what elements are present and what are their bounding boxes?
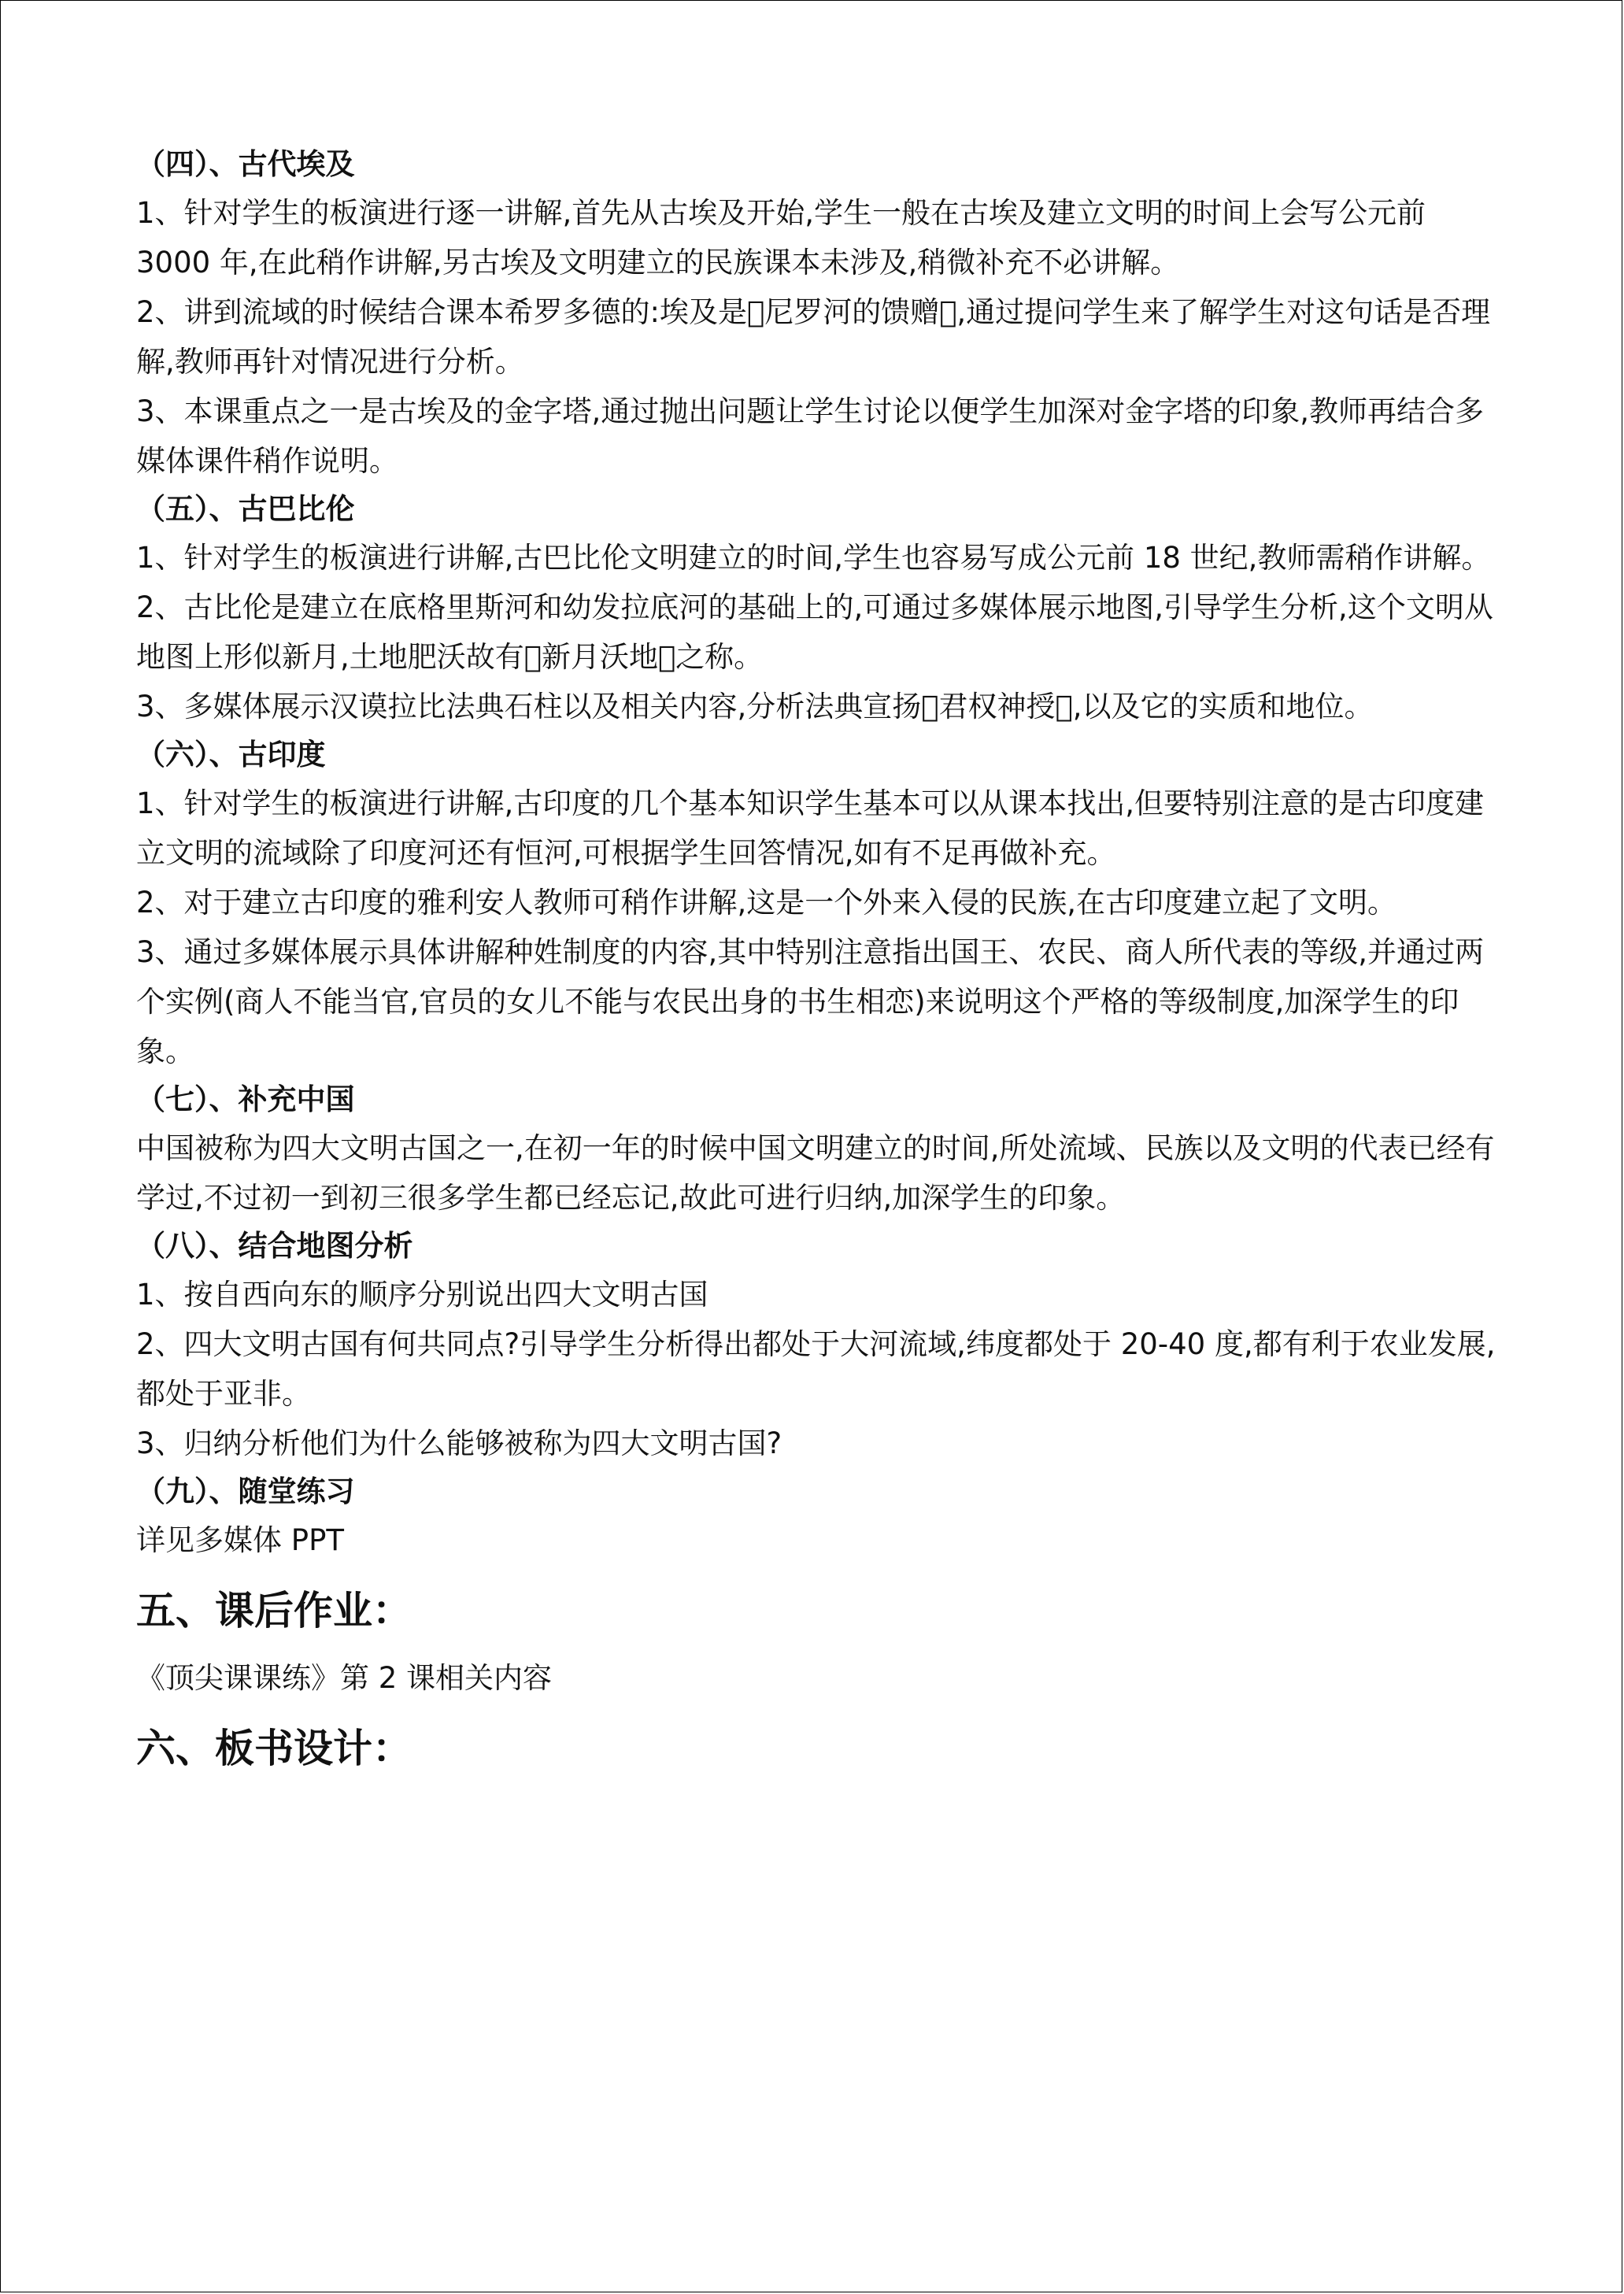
- section-heading: （四）、古代埃及: [136, 147, 355, 181]
- homework-heading: 五、课后作业：: [136, 1587, 412, 1634]
- paragraph: 中国被称为四大文明古国之一,在初一年的时候中国文明建立的时间,所处流域、民族以及文明的代表已经有学过,不过初一到初三很多学生都已经忘记,故此可进行归纳,加深学生的印象。: [136, 1131, 1495, 1215]
- paragraph: 3、本课重点之一是古埃及的金字塔,通过抛出问题让学生讨论以便学生加深对金字塔的印象,教师再结合多媒体课件稍作说明。: [136, 394, 1485, 478]
- section-heading: （七）、补充中国: [136, 1082, 355, 1116]
- section-heading: （五）、古巴比伦: [136, 492, 355, 526]
- paragraph: 1、针对学生的板演进行讲解,古巴比伦文明建立的时间,学生也容易写成公元前 18 世纪,教师需稍作讲解。: [136, 541, 1491, 575]
- paragraph: 1、按自西向东的顺序分别说出四大文明古国: [136, 1278, 708, 1312]
- section-egypt: [136, 141, 1498, 486]
- page-content: [136, 141, 1498, 1778]
- section-china: [136, 1076, 1498, 1223]
- paragraph: 1、针对学生的板演进行讲解,古印度的几个基本知识学生基本可以从课本找出,但要特别注意的是古印度建立文明的流域除了印度河还有恒河,可根据学生回答情况,如有不足再做补充。: [136, 786, 1485, 870]
- section-heading: （九）、随堂练习: [136, 1474, 355, 1508]
- paragraph: 3、多媒体展示汉谟拉比法典石柱以及相关内容,分析法典宣扬 君权神授 ,以及它的实质和地位。: [136, 690, 1374, 723]
- homework-text: 《顶尖课课练》第 2 课相关内容: [136, 1661, 553, 1695]
- paragraph: 2、四大文明古国有何共同点?引导学生分析得出都处于大河流域,纬度都处于 20-40 度,都有利于农业发展,都处于亚非。: [136, 1327, 1496, 1411]
- paragraph: 1、针对学生的板演进行逐一讲解,首先从古埃及开始,学生一般在古埃及建立文明的时间上会写公元前 3000 年,在此稍作讲解,另古埃及文明建立的民族课本未涉及,稍微补充不必讲解。: [136, 196, 1426, 279]
- section-heading: （八）、结合地图分析: [136, 1229, 413, 1263]
- paragraph: 2、古比伦是建立在底格里斯河和幼发拉底河的基础上的,可通过多媒体展示地图,引导学生分析,这个文明从地图上形似新月,土地肥沃故有 新月沃地 之称。: [136, 590, 1493, 674]
- section-map-analysis: [136, 1223, 1498, 1468]
- paragraph: 3、通过多媒体展示具体讲解种姓制度的内容,其中特别注意指出国王、农民、商人所代表的等级,并通过两个实例(商人不能当官,官员的女儿不能与农民出身的书生相恋)来说明这个严格的等级制度,加深学生的印象。: [136, 935, 1485, 1068]
- section-practice: [136, 1468, 1498, 1565]
- section-india: [136, 731, 1498, 1076]
- board-design-heading: 六、板书设计：: [136, 1725, 412, 1771]
- paragraph: 2、讲到流域的时候结合课本希罗多德的:埃及是 尼罗河的馈赠 ,通过提问学生来了解学生对这句话是否理解,教师再针对情况进行分析。: [136, 295, 1491, 379]
- paragraph: 3、归纳分析他们为什么能够被称为四大文明古国?: [136, 1426, 782, 1460]
- section-babylon: [136, 486, 1498, 731]
- paragraph: 详见多媒体 PPT: [136, 1523, 344, 1557]
- section-heading: （六）、古印度: [136, 738, 326, 771]
- paragraph: 2、对于建立古印度的雅利安人教师可稍作讲解,这是一个外来入侵的民族,在古印度建立起了文明。: [136, 886, 1397, 919]
